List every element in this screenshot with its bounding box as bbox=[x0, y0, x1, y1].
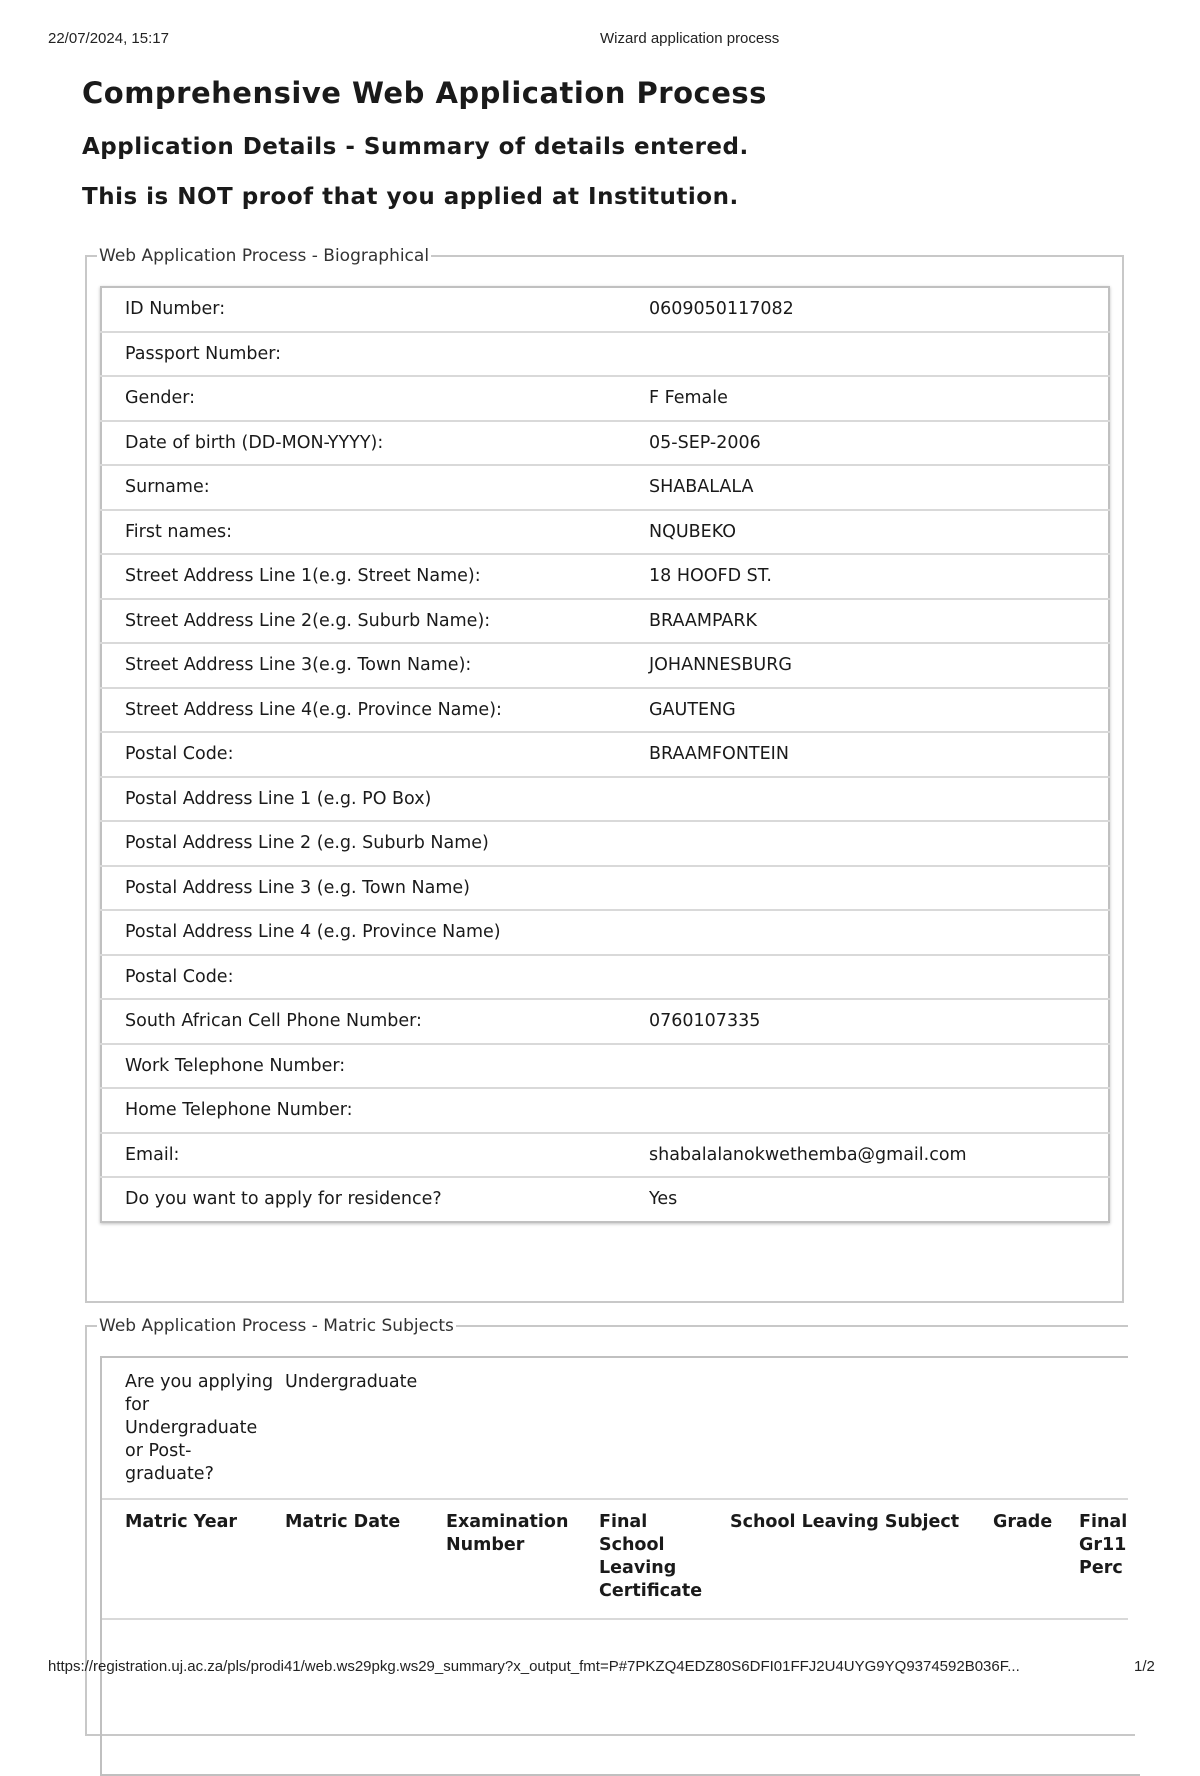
bio-row-label: Postal Address Line 2 (e.g. Suburb Name) bbox=[101, 821, 649, 866]
bio-row-value: shabalalanokwethemba@gmail.com bbox=[649, 1133, 1109, 1178]
page-subtitle: Application Details - Summary of details entered. bbox=[82, 134, 749, 160]
print-page-title: Wizard application process bbox=[600, 30, 780, 47]
bio-row-label: Street Address Line 4(e.g. Province Name): bbox=[101, 688, 649, 733]
column-header-matric-date: Matric Date bbox=[285, 1512, 401, 1532]
matric-table bbox=[100, 1356, 1140, 1776]
bio-row bbox=[101, 732, 1109, 777]
bio-row bbox=[101, 421, 1109, 466]
bio-row bbox=[101, 999, 1109, 1044]
bio-row-value: F Female bbox=[649, 376, 1109, 421]
bio-row bbox=[101, 1177, 1109, 1222]
print-url: https://registration.uj.ac.za/pls/prodi41/web.ws29pkg.ws29_summary?x_output_fmt=P#7PKZQ4EDZ80S6DFI01FFJ2U4UYG9YQ9374592B036F... bbox=[48, 1658, 1020, 1675]
bio-row-label: Email: bbox=[101, 1133, 649, 1178]
bio-row-value bbox=[649, 1088, 1109, 1133]
bio-row-label: Postal Address Line 1 (e.g. PO Box) bbox=[101, 777, 649, 822]
bio-row bbox=[101, 1088, 1109, 1133]
bio-row-value bbox=[649, 332, 1109, 377]
print-page-number: 1/2 bbox=[1134, 1658, 1155, 1675]
bio-row-value: SHABALALA bbox=[649, 465, 1109, 510]
apply-level-answer: Undergraduate bbox=[285, 1372, 418, 1392]
column-header-school-subject: School Leaving Subject bbox=[730, 1512, 960, 1532]
bio-row-value bbox=[649, 866, 1109, 911]
bio-row bbox=[101, 510, 1109, 555]
bio-row-value: BRAAMFONTEIN bbox=[649, 732, 1109, 777]
bio-row-label: Street Address Line 2(e.g. Suburb Name): bbox=[101, 599, 649, 644]
bio-row-label: Surname: bbox=[101, 465, 649, 510]
column-header-final-gr11-perc: Final Gr11 Perc bbox=[1079, 1512, 1128, 1578]
matric-legend: Web Application Process - Matric Subjects bbox=[99, 1316, 454, 1336]
bio-row-value bbox=[649, 1044, 1109, 1089]
bio-row-label: Do you want to apply for residence? bbox=[125, 1189, 442, 1210]
bio-row-label: Work Telephone Number: bbox=[101, 1044, 649, 1089]
print-footer bbox=[0, 1658, 1200, 1678]
biographical-table bbox=[100, 286, 1110, 1223]
biographical-legend: Web Application Process - Biographical bbox=[99, 246, 430, 266]
bio-row-label: Home Telephone Number: bbox=[101, 1088, 649, 1133]
bio-row-label: Date of birth (DD-MON-YYYY): bbox=[101, 421, 649, 466]
apply-level-row bbox=[102, 1358, 1142, 1500]
bio-row-label: Postal Code: bbox=[101, 955, 649, 1000]
bio-row bbox=[101, 777, 1109, 822]
bio-row-label: Postal Address Line 3 (e.g. Town Name) bbox=[101, 866, 649, 911]
bio-row-label: Gender: bbox=[101, 376, 649, 421]
bio-row bbox=[101, 821, 1109, 866]
bio-row-value: Yes bbox=[649, 1189, 678, 1210]
column-header-examination-number: Examination Number bbox=[446, 1512, 569, 1555]
column-header-final-certificate: Final School Leaving Certificate bbox=[599, 1512, 703, 1601]
page-clip bbox=[1128, 1318, 1200, 1658]
bio-row-value: 0609050117082 bbox=[649, 287, 1109, 332]
bio-row-label: ID Number: bbox=[101, 287, 649, 332]
bio-row bbox=[101, 1044, 1109, 1089]
bio-row bbox=[101, 599, 1109, 644]
bio-row-label: South African Cell Phone Number: bbox=[101, 999, 649, 1044]
column-header-matric-year: Matric Year bbox=[125, 1512, 238, 1532]
bio-row-value bbox=[649, 777, 1109, 822]
bio-row-value: NQUBEKO bbox=[649, 510, 1109, 555]
bio-row-value: 05-SEP-2006 bbox=[649, 421, 1109, 466]
bio-row-label: First names: bbox=[101, 510, 649, 555]
bio-row bbox=[101, 332, 1109, 377]
bio-row bbox=[101, 866, 1109, 911]
bio-row-value: 0760107335 bbox=[649, 999, 1109, 1044]
bio-row bbox=[101, 1133, 1109, 1178]
subjects-header-row bbox=[102, 1500, 1142, 1620]
proof-notice: This is NOT proof that you applied at Institution. bbox=[82, 184, 739, 210]
bio-row-value: 18 HOOFD ST. bbox=[649, 554, 1109, 599]
bio-row bbox=[101, 554, 1109, 599]
bio-row-value: GAUTENG bbox=[649, 688, 1109, 733]
page-title: Comprehensive Web Application Process bbox=[82, 76, 767, 110]
bio-row-label: Street Address Line 1(e.g. Street Name): bbox=[101, 554, 649, 599]
bio-row-label: Passport Number: bbox=[101, 332, 649, 377]
bio-row-label: Postal Code: bbox=[101, 732, 649, 777]
print-header bbox=[0, 30, 1200, 50]
bio-row bbox=[101, 910, 1109, 955]
bio-row-value bbox=[649, 821, 1109, 866]
bio-row bbox=[101, 643, 1109, 688]
bio-row-label: Postal Address Line 4 (e.g. Province Name) bbox=[101, 910, 649, 955]
bio-row bbox=[101, 955, 1109, 1000]
bio-row bbox=[101, 287, 1109, 332]
bio-row bbox=[101, 376, 1109, 421]
bio-row bbox=[101, 688, 1109, 733]
print-datetime: 22/07/2024, 15:17 bbox=[48, 30, 169, 47]
bio-row-value bbox=[649, 910, 1109, 955]
bio-row-value: BRAAMPARK bbox=[649, 599, 1109, 644]
biographical-section bbox=[85, 246, 1124, 1303]
bio-row-value: JOHANNESBURG bbox=[649, 643, 1109, 688]
bio-row bbox=[101, 465, 1109, 510]
bio-row-label: Street Address Line 3(e.g. Town Name): bbox=[101, 643, 649, 688]
bio-row-value bbox=[649, 955, 1109, 1000]
column-header-grade: Grade bbox=[993, 1512, 1053, 1532]
apply-level-question: Are you applying for Undergraduate or Post-graduate? bbox=[125, 1372, 274, 1484]
